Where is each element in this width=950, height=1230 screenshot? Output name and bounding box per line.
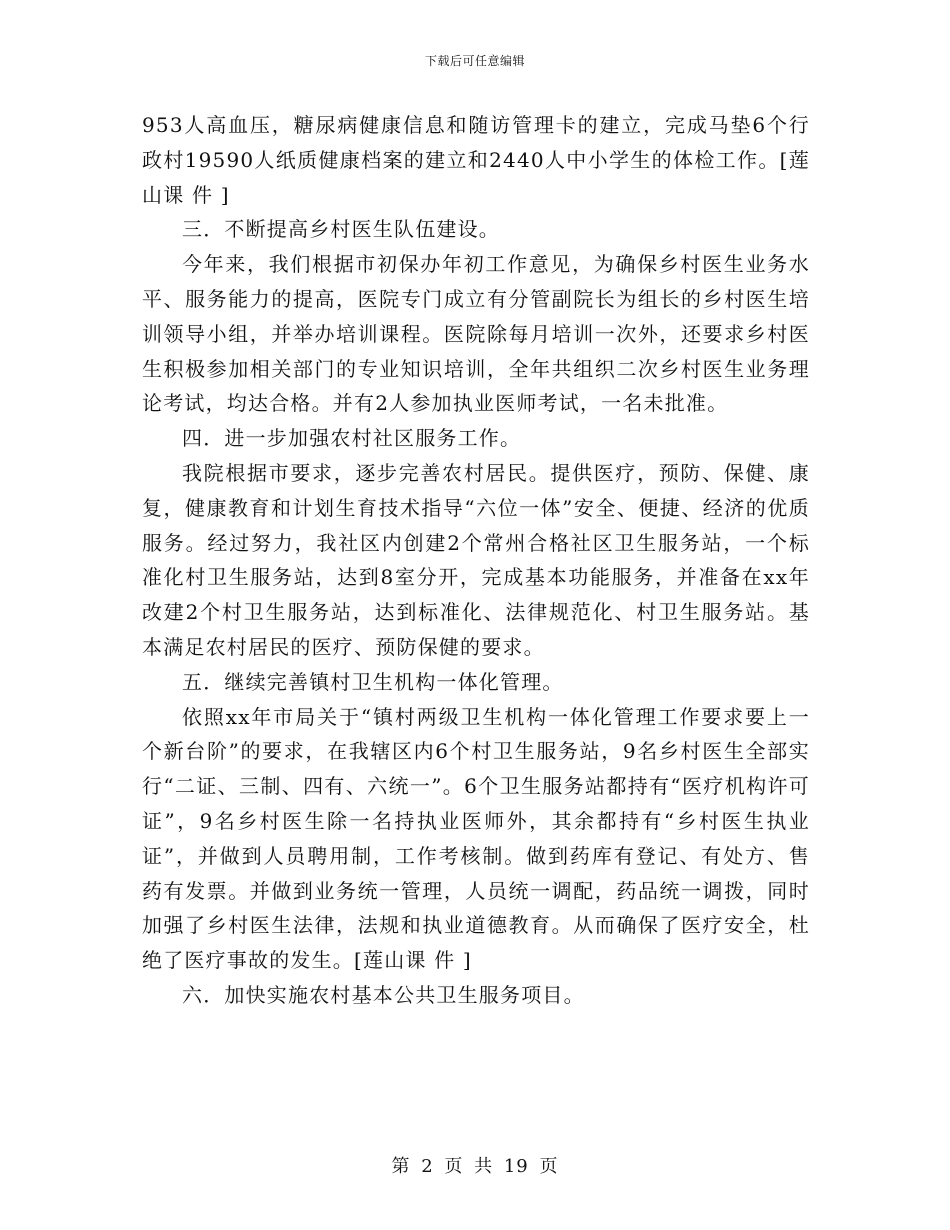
section-heading-5: 五．继续完善镇村卫生机构一体化管理。 [182, 669, 564, 694]
document-body [142, 108, 810, 1013]
section-heading-6: 六．加快实施农村基本公共卫生服务项目。 [182, 982, 585, 1007]
paragraph-section-4-body: 我院根据市要求，逐步完善农村居民。提供医疗，预防、保健、康复，健康教育和计划生育技术指导“六位一体”安全、便捷、经济的优质服务。经过努力，我社区内创建2个常州合格社区卫生服务站，一个标准化村卫生服务站，达到8室分开，完成基本功能服务，并准备在xx年改建2个村卫生服务站，达到标准化、法律规范化、村卫生服务站。基本满足农村居民的医疗、预防保健的要求。 [142, 460, 810, 659]
section-heading-4: 四．进一步加强农村社区服务工作。 [182, 426, 522, 451]
page-header-note: 下载后可任意编辑 [424, 54, 525, 68]
paragraph-section-3-body: 今年来，我们根据市初保办年初工作意见，为确保乡村医生业务水平、服务能力的提高，医院专门成立有分管副院长为组长的乡村医生培训领导小组，并举办培训课程。医院除每月培训一次外，还要求乡村医生积极参加相关部门的专业知识培训，全年共组织二次乡村医生业务理论考试，均达合格。并有2人参加执业医师考试，一名未批准。 [142, 252, 810, 416]
paragraph-continuation: 953人高血压，糖尿病健康信息和随访管理卡的建立，完成马垫6个行政村19590人纸质健康档案的建立和2440人中小学生的体检工作。[莲山课 件 ] [142, 113, 810, 207]
section-heading-3: 三．不断提高乡村医生队伍建设。 [182, 217, 500, 242]
page-number: 第 2 页 共 19 页 [391, 1156, 559, 1177]
paragraph-section-5-body: 依照xx年市局关于“镇村两级卫生机构一体化管理工作要求要上一个新台阶”的要求，在我辖区内6个村卫生服务站，9名乡村医生全部实行“二证、三制、四有、六统一”。6个卫生服务站都持有“医疗机构许可证”，9名乡村医生除一名持执业医师外，其余都持有“乡村医生执业证”，并做到人员聘用制，工作考核制。做到药库有登记、有处方、售药有发票。并做到业务统一管理，人员统一调配，药品统一调拨，同时加强了乡村医生法律，法规和执业道德教育。从而确保了医疗安全，杜绝了医疗事故的发生。[莲山课 件 ] [142, 704, 810, 973]
